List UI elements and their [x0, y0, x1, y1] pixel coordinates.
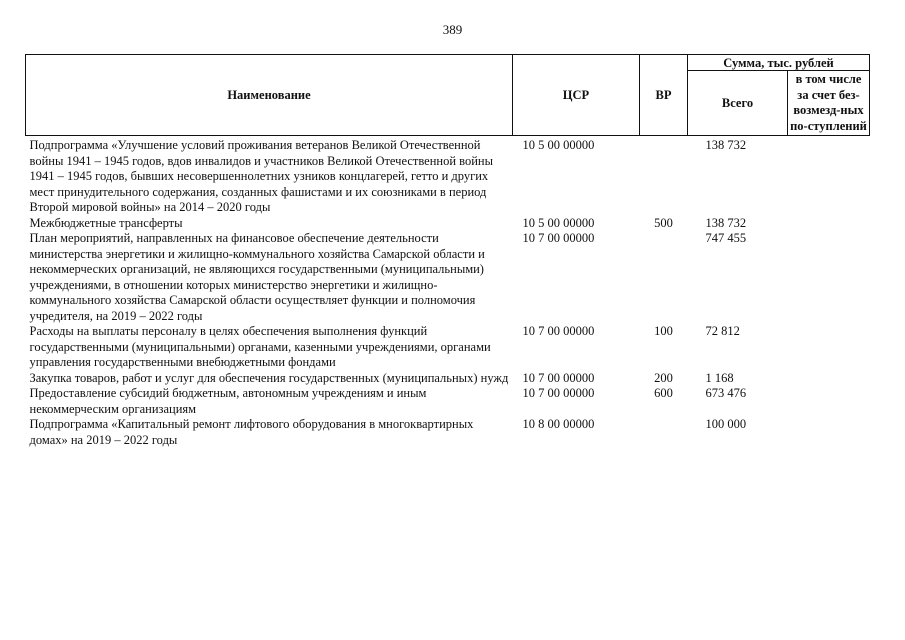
row-vr: 600	[654, 386, 673, 400]
row-total: 1 168	[705, 370, 734, 385]
row-name: Подпрограмма «Капитальный ремонт лифтового оборудования в многоквартирных домах» на 2019 – 2022 годы	[29, 417, 474, 447]
row-name: Предоставление субсидий бюджетным, автономным учреждениям и иным некоммерческим организациям	[29, 386, 427, 416]
row-vr: 200	[654, 370, 673, 385]
row-csr: 10 7 00 00000	[522, 370, 595, 385]
row-name: Расходы на выплаты персоналу в целях обеспечения выполнения функций государственными (муниципальными) органами, казенными учреждениями, органами управления государственными внебюджетными фондами	[29, 324, 491, 369]
row-vr	[640, 136, 688, 216]
row-total: 100 000	[705, 417, 747, 431]
row-free	[788, 216, 870, 232]
row-vr: 500	[654, 215, 673, 230]
table-row	[26, 324, 870, 371]
header-name: Наименование	[26, 55, 513, 136]
row-name: План мероприятий, направленных на финансовое обеспечение деятельности министерства энергетики и жилищно-коммунального хозяйства Самарской области и некоммерческих организаций, не являющихся государственными (муниципальными) учреждениями, в отношении которых министерство энергетики и жилищно-коммунального хозяйства Самарской области осуществляет функции и полномочия учредителя, на 2019 – 2022 годы	[29, 231, 485, 323]
row-free	[788, 371, 870, 387]
table-body	[26, 136, 870, 449]
row-free	[788, 136, 870, 216]
table-row	[26, 216, 870, 232]
page-number: 389	[442, 22, 463, 37]
row-free	[788, 417, 870, 448]
row-csr: 10 7 00 00000	[522, 231, 595, 245]
header-free: в том числе за счет без-возмезд-ных по-ступлений	[788, 71, 870, 136]
table-header	[26, 55, 870, 136]
row-free	[788, 231, 870, 324]
table-row	[26, 231, 870, 324]
row-csr: 10 5 00 00000	[522, 138, 595, 152]
row-csr: 10 5 00 00000	[522, 215, 595, 230]
row-vr: 100	[654, 324, 673, 338]
row-csr: 10 7 00 00000	[522, 386, 595, 400]
row-total: 138 732	[705, 215, 747, 230]
row-vr	[640, 417, 688, 448]
row-name: Подпрограмма «Улучшение условий проживания ветеранов Великой Отечественной войны 1941 – 1945 годов, вдов инвалидов и участников Великой Отечественной войны 1941 – 1945 годов, бывших несовершеннолетних узников концлагерей, гетто и других мест принудительного содержания, созданных фашистами и их союзниками в период Второй мировой войны» на 2014 – 2020 годы	[29, 138, 493, 214]
row-total: 72 812	[705, 324, 740, 338]
header-csr: ЦСР	[513, 55, 640, 136]
row-name: Закупка товаров, работ и услуг для обеспечения государственных (муниципальных) нужд	[29, 370, 509, 385]
row-csr: 10 8 00 00000	[522, 417, 595, 431]
table-row	[26, 136, 870, 216]
row-total: 747 455	[705, 231, 747, 245]
table-row	[26, 371, 870, 387]
table-row	[26, 386, 870, 417]
row-total: 138 732	[705, 138, 747, 152]
budget-table	[25, 54, 870, 448]
row-vr	[640, 231, 688, 324]
row-csr: 10 7 00 00000	[522, 324, 595, 338]
header-vr: ВР	[640, 55, 688, 136]
row-free	[788, 324, 870, 371]
table-row	[26, 417, 870, 448]
header-total: Всего	[688, 71, 788, 136]
row-free	[788, 386, 870, 417]
row-name: Межбюджетные трансферты	[29, 215, 183, 230]
row-total: 673 476	[705, 386, 747, 400]
header-sum: Сумма, тыс. рублей	[688, 55, 870, 71]
